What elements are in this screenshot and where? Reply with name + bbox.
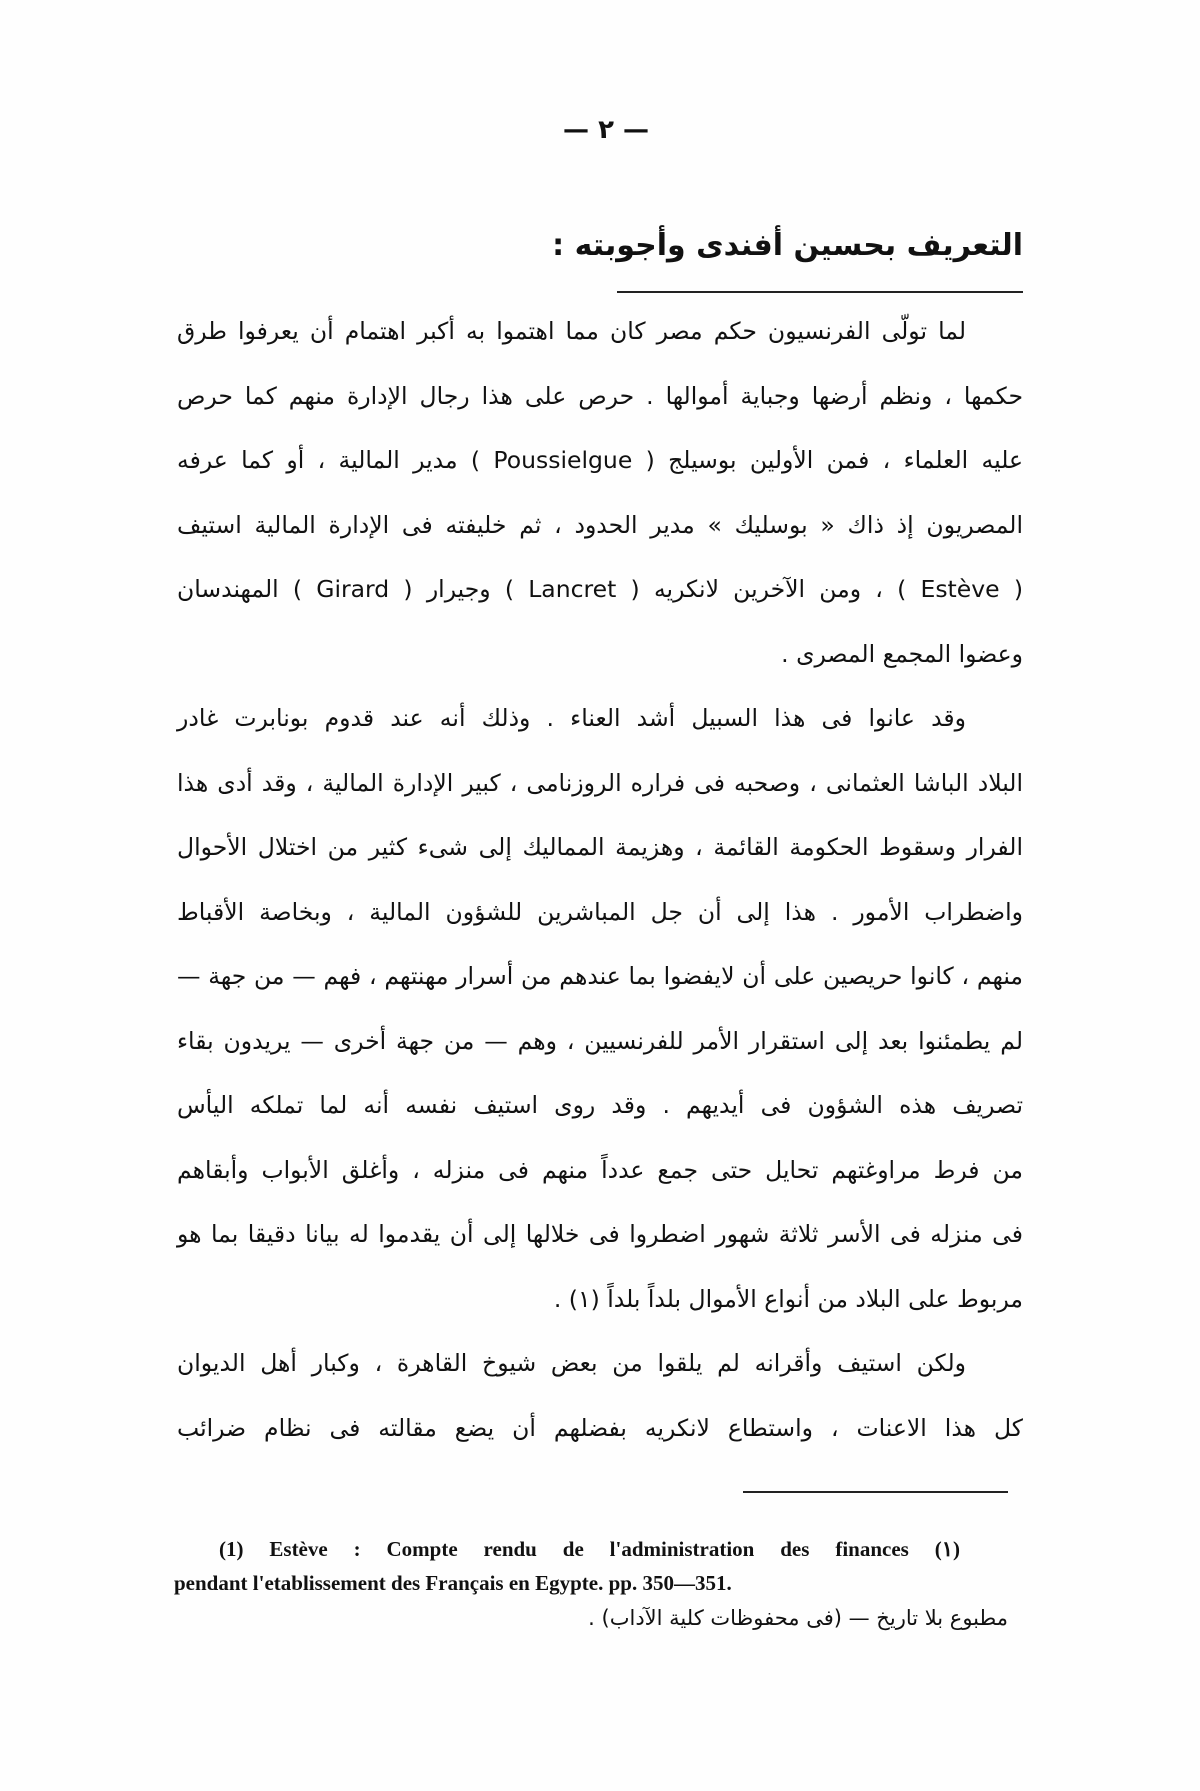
body-line: ولكن استيف وأقرانه لم يلقوا من بعض شيوخ القاهرة ، وكبار أهل الديوان	[177, 1349, 966, 1377]
body-line: فى منزله فى الأسر ثلاثة شهور اضطروا فى خلالها إلى أن يقدموا له بيانا دقيقا بما هو	[177, 1220, 1023, 1248]
body-line: وعضوا المجمع المصرى .	[781, 639, 1023, 668]
body-line: المصريون إذ ذاك « بوسليك » مدير الحدود ، ثم خليفته فى الإدارة المالية استيف	[177, 510, 1023, 539]
footnote-line: (1) Estève : Compte rendu de l'administration des finances (١)	[219, 1537, 960, 1561]
body-line: وقد عانوا فى هذا السبيل أشد العناء . وذلك أنه عند قدوم بونابرت غادر	[177, 704, 966, 732]
heading-underline	[617, 291, 1023, 293]
footnote-separator	[743, 1491, 1008, 1493]
body-line: منهم ، كانوا حريصين على أن لايفضوا بما عندهم من أسرار مهنتهم ، فهم — من جهة —	[177, 962, 1023, 990]
body-line: واضطراب الأمور . هذا إلى أن جل المباشرين للشؤون المالية ، وبخاصة الأقباط	[177, 897, 1023, 926]
body-line: كل هذا الاعنات ، واستطاع لانكريه بفضلهم أن يضع مقالته فى نظام ضرائب	[177, 1413, 1023, 1442]
body-line: البلاد الباشا العثمانى ، وصحبه فى فراره الروزنامى ، كبير الإدارة المالية ، وقد أدى هذا	[177, 768, 1023, 797]
body-line: لم يطمئنوا بعد إلى استقرار الأمر للفرنسيين ، وهم — من جهة أخرى — يريدون بقاء	[177, 1026, 1023, 1055]
paragraph	[177, 686, 1023, 1331]
body-line: الفرار وسقوط الحكومة القائمة ، وهزيمة المماليك إلى شىء كثير من اختلال الأحوال	[177, 833, 1023, 861]
body-line: عليه العلماء ، فمن الأولين بوسيلج ( Poussielgue ) مدير المالية ، أو كما عرفه	[177, 446, 1023, 474]
paragraph	[177, 1331, 1023, 1460]
paragraph	[177, 299, 1023, 686]
body-line: حكمها ، ونظم أرضها وجباية أموالها . حرص على هذا رجال الإدارة منهم كما حرص	[177, 381, 1023, 410]
body-line: تصريف هذه الشؤون فى أيديهم . وقد روى استيف نفسه أنه لما تملكه اليأس	[177, 1091, 1023, 1119]
footnote-line: مطبوع بلا تاريخ — (فى محفوظات كلية الآداب) .	[588, 1606, 1008, 1630]
page-number: — ٢ —	[563, 115, 649, 145]
footnote-line: pendant l'etablissement des Français en Egypte. pp. 350—351.	[174, 1571, 732, 1595]
body-line: من فرط مراوغتهم تحايل حتى جمع عدداً منهم فى منزله ، وأغلق الأبواب وأبقاهم	[177, 1155, 1023, 1184]
section-heading: التعريف بحسين أفندى وأجوبته :	[552, 228, 1023, 263]
body-line: ( Estève ) ، ومن الآخرين لانكريه ( Lancret ) وجيرار ( Girard ) المهندسان	[177, 575, 1023, 603]
body-text	[177, 299, 1023, 1460]
body-line: مربوط على البلاد من أنواع الأموال بلداً بلداً (١) .	[553, 1284, 1023, 1313]
body-line: لما تولّى الفرنسيون حكم مصر كان مما اهتموا به أكبر اهتمام أن يعرفوا طرق	[177, 317, 966, 345]
